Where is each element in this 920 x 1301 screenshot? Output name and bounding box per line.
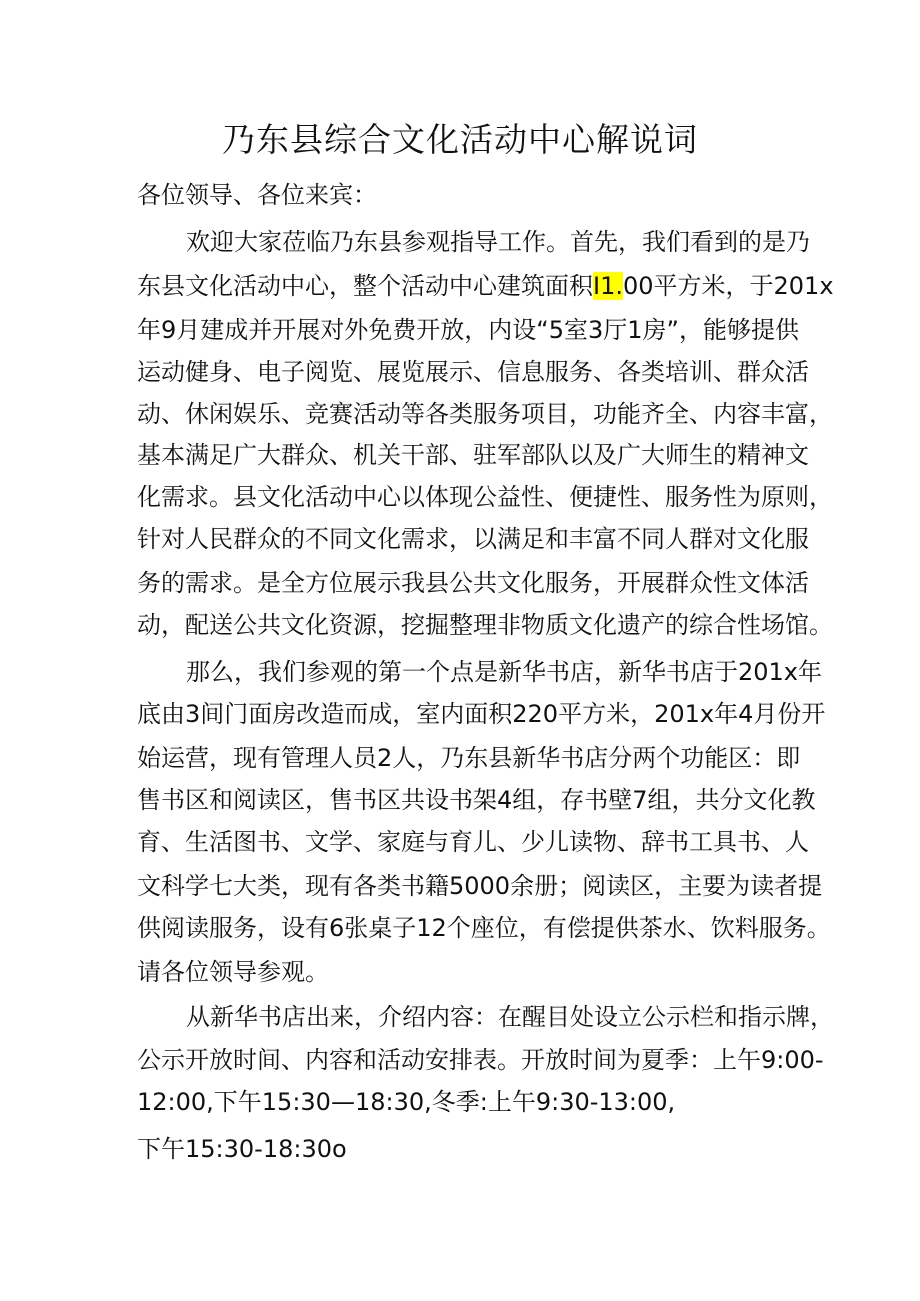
paragraph-1-line-9: 务的需求。是全方位展示我县公共文化服务，开展群众性文体活 bbox=[137, 569, 809, 597]
paragraph-1-line-2-post: 00平方米，于201x bbox=[622, 272, 834, 300]
paragraph-2-line-4: 售书区和阅读区，售书区共设书架4组，存书壁7组，共分文化教 bbox=[137, 786, 816, 814]
paragraph-2-line-3: 始运营，现有管理人员2人，乃东县新华书店分两个功能区：即 bbox=[137, 744, 801, 772]
greeting: 各位领导、各位来宾： bbox=[137, 181, 377, 209]
document-title: 乃东县综合文化活动中心解说词 bbox=[222, 120, 698, 159]
paragraph-2-line-2: 底由3间门面房改造而成，室内面积220平方米，201x年4月份开 bbox=[137, 700, 826, 728]
paragraph-2-line-5: 育、生活图书、文学、家庭与育儿、少儿读物、辞书工具书、人 bbox=[137, 828, 809, 856]
paragraph-1-line-10: 动，配送公共文化资源，挖掘整理非物质文化遗产的综合性场馆。 bbox=[137, 611, 833, 639]
paragraph-1-line-5: 动、休闲娱乐、竞赛活动等各类服务项目，功能齐全、内容丰富， bbox=[137, 400, 833, 428]
paragraph-2-line-7: 供阅读服务，设有6张桌子12个座位，有偿提供茶水、饮料服务。 bbox=[137, 914, 831, 942]
paragraph-1-line-7: 化需求。县文化活动中心以体现公益性、便捷性、服务性为原则， bbox=[137, 483, 833, 511]
highlighted-text: I1. bbox=[593, 272, 623, 300]
paragraph-1-line-1: 欢迎大家莅临乃东县参观指导工作。首先，我们看到的是乃 bbox=[186, 228, 810, 256]
paragraph-2-line-6: 文科学七大类，现有各类书籍5000余册；阅读区，主要为读者提 bbox=[137, 872, 823, 900]
paragraph-2-line-1: 那么，我们参观的第一个点是新华书店，新华书店于201x年 bbox=[186, 658, 823, 686]
paragraph-1-line-2-pre: 东县文化活动中心，整个活动中心建筑面积 bbox=[137, 272, 593, 300]
paragraph-3-line-4: 下午15:30-18:30o bbox=[137, 1135, 347, 1163]
paragraph-1-line-2 bbox=[137, 269, 834, 303]
paragraph-1-line-4: 运动健身、电子阅览、展览展示、信息服务、各类培训、群众活 bbox=[137, 358, 809, 386]
paragraph-3-line-3: 12:00,下午15:30—18:30,冬季:上午9:30-13:00, bbox=[137, 1088, 676, 1116]
paragraph-3-line-2: 公示开放时间、内容和活动安排表。开放时间为夏季：上午9:00- bbox=[137, 1046, 824, 1074]
paragraph-1-line-3: 年9月建成并开展对外免费开放，内设“5室3厅1房”，能够提供 bbox=[137, 316, 799, 344]
paragraph-1-line-6: 基本满足广大群众、机关干部、驻军部队以及广大师生的精神文 bbox=[137, 441, 809, 469]
paragraph-1-line-8: 针对人民群众的不同文化需求，以满足和丰富不同人群对文化服 bbox=[137, 525, 809, 553]
paragraph-2-line-8: 请各位领导参观。 bbox=[137, 958, 329, 986]
paragraph-3-line-1: 从新华书店出来，介绍内容：在醒目处设立公示栏和指示牌， bbox=[186, 1003, 834, 1031]
